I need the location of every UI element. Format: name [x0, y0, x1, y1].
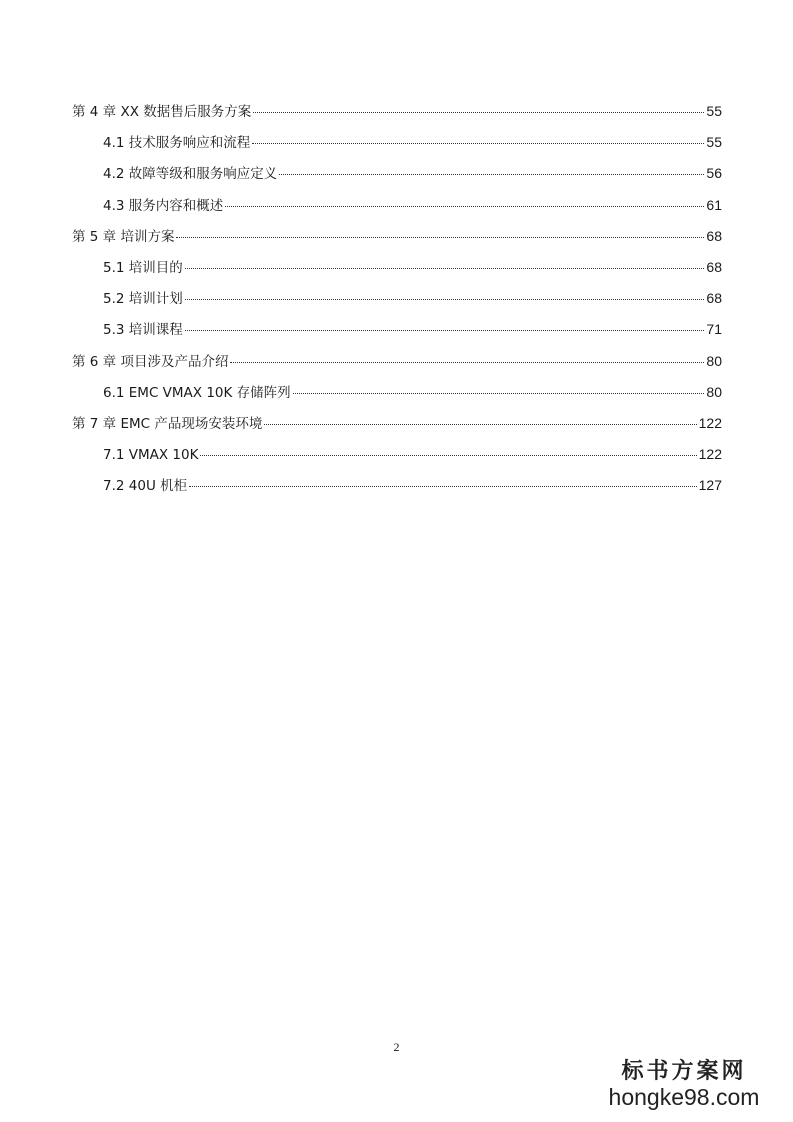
toc-entry-page: 61: [706, 196, 722, 213]
toc-entry-chapter-6[interactable]: [72, 351, 722, 382]
toc-entry-page: 127: [698, 477, 722, 494]
toc-leader-dots: [253, 112, 704, 113]
toc-entry-page: 122: [698, 414, 722, 431]
toc-leader-dots: [185, 299, 705, 300]
toc-entry-title: 6.1 EMC VMAX 10K 存储阵列: [103, 384, 291, 401]
toc-entry-page: 55: [706, 134, 722, 151]
toc-entry-6-1[interactable]: [72, 382, 722, 413]
toc-entry-page: 55: [706, 103, 722, 119]
toc-entry-title: 5.1 培训目的: [103, 259, 183, 276]
toc-leader-dots: [279, 174, 704, 175]
toc-entry-page: 122: [698, 446, 722, 463]
table-of-contents: [72, 101, 722, 506]
toc-leader-dots: [185, 330, 705, 331]
toc-leader-dots: [264, 424, 696, 425]
toc-entry-5-1[interactable]: [72, 257, 722, 288]
watermark-url-text: hongke98.com: [608, 1084, 760, 1110]
toc-entry-4-2[interactable]: [72, 163, 722, 194]
toc-entry-title: 第 5 章 培训方案: [72, 228, 175, 245]
toc-entry-page: 80: [706, 383, 722, 400]
toc-entry-title: 4.2 故障等级和服务响应定义: [103, 166, 278, 183]
toc-leader-dots: [176, 237, 704, 238]
toc-entry-page: 71: [706, 321, 722, 338]
toc-entry-page: 68: [706, 290, 722, 307]
toc-leader-dots: [189, 486, 697, 487]
toc-entry-title: 4.1 技术服务响应和流程: [103, 135, 251, 152]
toc-entry-title: 7.2 40U 机柜: [103, 478, 188, 495]
toc-entry-title: 7.1 VMAX 10K: [103, 447, 199, 464]
watermark-logo: [589, 1058, 779, 1110]
toc-entry-title: 5.3 培训课程: [103, 322, 183, 339]
toc-leader-dots: [225, 206, 704, 207]
toc-entry-page: 56: [706, 165, 722, 182]
toc-entry-chapter-5[interactable]: [72, 226, 722, 257]
toc-entry-title: 4.3 服务内容和概述: [103, 197, 224, 214]
toc-entry-7-1[interactable]: [72, 444, 722, 475]
toc-entry-title: 5.2 培训计划: [103, 291, 183, 308]
toc-leader-dots: [230, 362, 704, 363]
toc-entry-page: 68: [706, 258, 722, 275]
watermark-chinese-text: 标书方案网: [621, 1058, 747, 1084]
toc-entry-title: 第 7 章 EMC 产品现场安装环境: [72, 415, 263, 432]
toc-leader-dots: [293, 393, 705, 394]
toc-entry-5-2[interactable]: [72, 288, 722, 319]
page-number: 2: [393, 1040, 400, 1054]
toc-leader-dots: [200, 455, 696, 456]
toc-leader-dots: [252, 143, 704, 144]
toc-leader-dots: [185, 268, 705, 269]
toc-entry-chapter-7[interactable]: [72, 413, 722, 444]
toc-entry-page: 68: [706, 227, 722, 244]
toc-entry-title: 第 4 章 XX 数据售后服务方案: [72, 104, 252, 120]
toc-entry-chapter-4[interactable]: [72, 101, 722, 132]
toc-entry-4-1[interactable]: [72, 132, 722, 163]
toc-entry-5-3[interactable]: [72, 319, 722, 350]
toc-entry-7-2[interactable]: [72, 475, 722, 506]
toc-entry-page: 80: [706, 352, 722, 369]
toc-entry-4-3[interactable]: [72, 195, 722, 226]
toc-entry-title: 第 6 章 项目涉及产品介绍: [72, 353, 229, 370]
